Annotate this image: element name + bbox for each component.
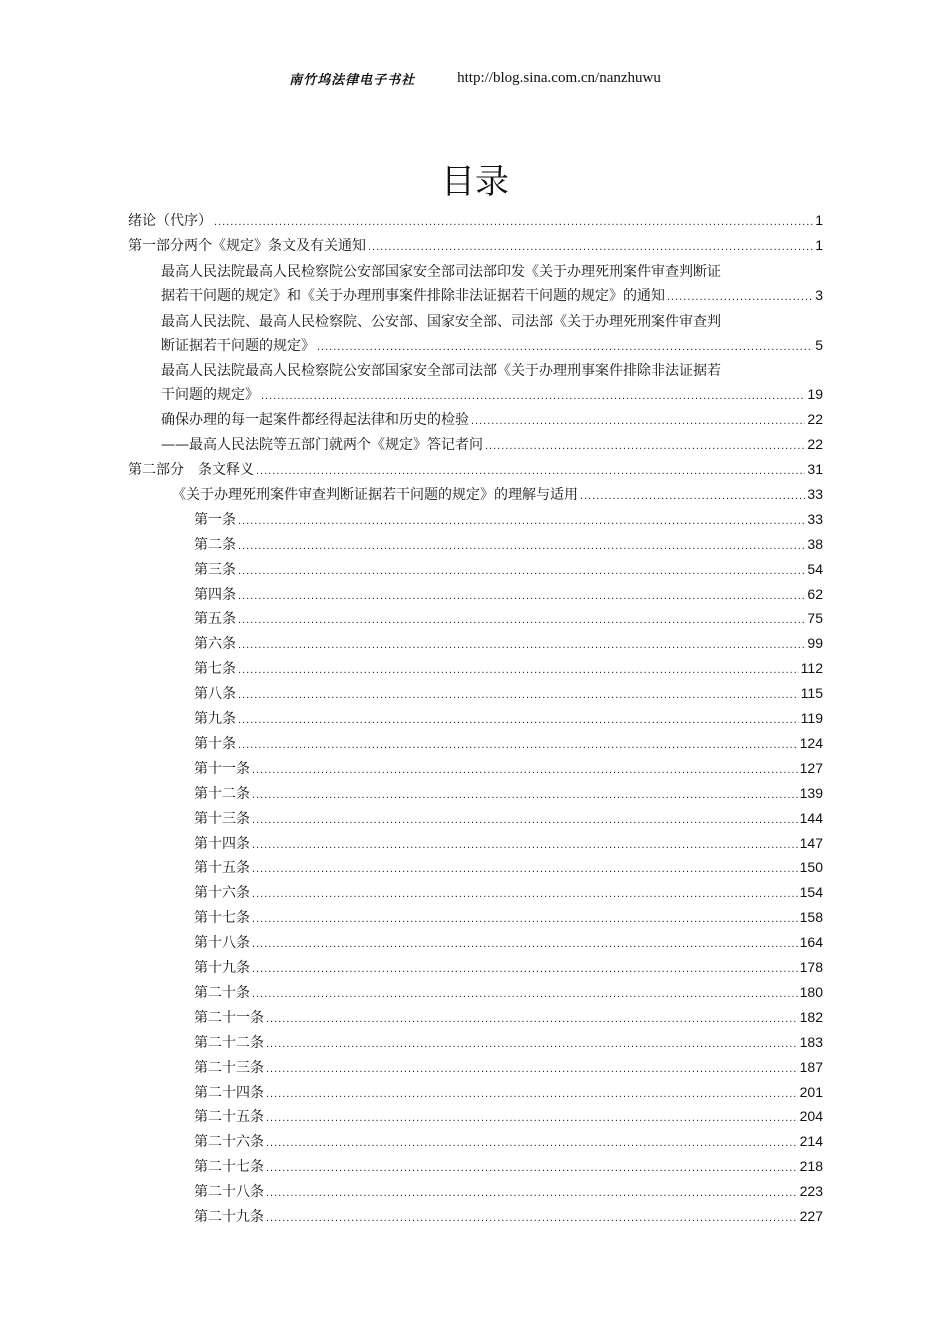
toc-page-number: 187	[799, 1058, 823, 1075]
toc-page-number: 204	[799, 1108, 823, 1125]
toc-entry[interactable]	[194, 857, 823, 882]
toc-entry-title: 第三条	[194, 561, 236, 578]
dot-leader	[238, 515, 805, 527]
toc-page-number: 5	[815, 336, 823, 353]
toc-entry[interactable]	[194, 733, 823, 758]
dot-leader	[238, 614, 805, 626]
toc-entry-line[interactable]: 最高人民法院最高人民检察院公安部国家安全部司法部《关于办理刑事案件排除非法证据若	[161, 363, 721, 380]
toc-entry-title: 第八条	[194, 686, 236, 703]
dot-leader	[485, 440, 805, 452]
toc-entry[interactable]	[194, 833, 823, 858]
toc-entry[interactable]	[161, 285, 823, 310]
toc-entry-title: 第二部分 条文释义	[128, 462, 254, 478]
toc-page-number: 99	[807, 635, 823, 652]
toc-entry-title: 第二十七条	[194, 1159, 264, 1176]
toc-page-number: 112	[800, 660, 823, 677]
toc-entry-title: 第十七条	[194, 910, 250, 927]
toc-entry-title: 第二十四条	[194, 1084, 264, 1101]
dot-leader	[238, 639, 805, 651]
toc-entry-title: 第二十九条	[194, 1209, 264, 1225]
toc-page-number: 75	[807, 610, 823, 627]
toc-entry-title: 第十二条	[194, 785, 250, 802]
toc-entry[interactable]	[194, 1057, 823, 1082]
dot-leader	[252, 988, 798, 1000]
dot-leader	[252, 789, 798, 801]
dot-leader	[261, 390, 805, 402]
toc-page-number: 38	[807, 535, 823, 552]
toc-entry-title: 第一条	[194, 511, 236, 528]
toc-entry-title: 据若干问题的规定》和《关于办理刑事案件排除非法证据若干问题的规定》的通知	[161, 287, 665, 304]
toc-page-number: 115	[800, 685, 823, 702]
dot-leader	[238, 540, 805, 552]
toc-page-number: 147	[799, 834, 823, 851]
toc-entry[interactable]	[161, 335, 823, 360]
page-title: 目录	[441, 162, 509, 202]
toc-entry-title: 第十条	[194, 735, 236, 752]
toc-entry[interactable]	[172, 484, 823, 509]
toc-entry-title: 第十九条	[194, 960, 250, 976]
toc-page-number: 19	[807, 386, 823, 403]
dot-leader	[266, 1038, 798, 1050]
toc-entry-title: 第九条	[194, 711, 236, 727]
toc-page-number: 1	[815, 212, 823, 228]
toc-page-number: 31	[807, 461, 823, 477]
dot-leader	[252, 839, 798, 851]
toc-page-number: 1	[815, 236, 823, 253]
toc-page-number: 3	[815, 286, 823, 303]
toc-entry-title: 第二十六条	[194, 1134, 264, 1151]
toc-page-number: 178	[799, 959, 823, 975]
publisher-name: 南竹坞法律电子书社	[289, 72, 416, 88]
dot-leader	[368, 241, 813, 253]
dot-leader	[266, 1063, 798, 1075]
toc-entry[interactable]	[194, 1106, 823, 1131]
toc-entry[interactable]	[194, 633, 823, 658]
toc-entry-title: 第一部分两个《规定》条文及有关通知	[128, 237, 366, 254]
dot-leader	[252, 863, 798, 875]
toc-entry[interactable]	[194, 608, 823, 633]
toc-entry-line[interactable]: 最高人民法院、最高人民检察院、公安部、国家安全部、司法部《关于办理死刑案件审查判	[161, 313, 721, 330]
toc-entry[interactable]	[194, 957, 823, 982]
toc-entry-title: 断证据若干问题的规定》	[161, 337, 315, 354]
toc-entry-title: 第十六条	[194, 885, 250, 902]
dot-leader	[238, 590, 805, 602]
dot-leader	[252, 814, 798, 826]
toc-entry[interactable]	[194, 559, 823, 584]
toc-entry-title: 第二十三条	[194, 1059, 264, 1076]
toc-entry-title: 第十八条	[194, 935, 250, 952]
toc-entry-title: 第十四条	[194, 835, 250, 852]
blog-url[interactable]: http://blog.sina.com.cn/nanzhuwu	[457, 69, 661, 86]
page-header	[0, 66, 950, 90]
toc-entry[interactable]	[128, 459, 823, 484]
toc-page-number: 139	[799, 784, 823, 801]
toc-page-number: 54	[807, 560, 823, 577]
toc-page-number: 124	[799, 734, 823, 751]
toc-entry-title: 第四条	[194, 586, 236, 603]
dot-leader	[667, 291, 813, 303]
toc-page-number: 154	[799, 884, 823, 901]
toc-page-number: 183	[799, 1033, 823, 1050]
toc-entry-title: 第二十二条	[194, 1034, 264, 1051]
toc-entry[interactable]	[194, 1181, 823, 1206]
dot-leader	[238, 565, 805, 577]
toc-page-number: 62	[807, 585, 823, 602]
dot-leader	[238, 714, 799, 726]
toc-entry[interactable]	[194, 584, 823, 609]
dot-leader	[580, 490, 805, 502]
dot-leader	[266, 1137, 798, 1149]
dot-leader	[266, 1212, 798, 1224]
toc-page-number: 33	[807, 510, 823, 527]
toc-entry-title: 第二十一条	[194, 1009, 264, 1026]
toc-entry-title: 第五条	[194, 611, 236, 628]
dot-leader	[238, 689, 799, 701]
toc-page-number: 22	[807, 436, 823, 453]
toc-entry[interactable]	[194, 982, 823, 1007]
toc-page-number: 180	[799, 983, 823, 1000]
toc-page-number: 223	[799, 1183, 823, 1200]
toc-page-number: 144	[799, 809, 823, 826]
dot-leader	[256, 465, 805, 477]
toc-entry[interactable]	[161, 384, 823, 409]
dot-leader	[252, 938, 798, 950]
dot-leader	[252, 764, 798, 776]
toc-page-number: 119	[800, 710, 823, 726]
dot-leader	[471, 415, 805, 427]
toc-entry[interactable]	[194, 882, 823, 907]
dot-leader	[252, 888, 798, 900]
toc-page-number: 201	[799, 1083, 823, 1100]
toc-entry[interactable]	[194, 808, 823, 833]
dot-leader	[266, 1088, 798, 1100]
toc-page-number: 150	[799, 859, 823, 876]
toc-page-number: 164	[799, 934, 823, 951]
toc-entry-title: ——最高人民法院等五部门就两个《规定》答记者问	[161, 437, 483, 454]
toc-entry-line[interactable]: 最高人民法院最高人民检察院公安部国家安全部司法部印发《关于办理死刑案件审查判断证	[161, 263, 721, 280]
toc-entry[interactable]	[128, 210, 823, 235]
toc-entry-title: 第二十八条	[194, 1184, 264, 1201]
toc-entry-title: 第二十五条	[194, 1109, 264, 1126]
toc-entry[interactable]	[161, 434, 823, 459]
toc-entry-title: 确保办理的每一起案件都经得起法律和历史的检验	[161, 412, 469, 429]
dot-leader	[317, 341, 813, 353]
toc-entry-title: 第十一条	[194, 760, 250, 777]
toc-entry[interactable]	[194, 509, 823, 534]
toc-entry[interactable]	[128, 235, 823, 260]
toc-page-number: 214	[799, 1133, 823, 1150]
toc-entry[interactable]	[194, 1007, 823, 1032]
toc-page-number: 218	[799, 1158, 823, 1175]
toc-entry[interactable]	[194, 1082, 823, 1107]
toc-entry[interactable]	[194, 1156, 823, 1181]
dot-leader	[252, 913, 798, 925]
toc-entry-title: 《关于办理死刑案件审查判断证据若干问题的规定》的理解与适用	[172, 486, 578, 503]
toc-entry[interactable]	[194, 1032, 823, 1057]
toc-entry[interactable]	[194, 783, 823, 808]
toc-entry-title: 干问题的规定》	[161, 387, 259, 404]
toc-page-number: 22	[807, 411, 823, 428]
toc-entry-title: 第十五条	[194, 860, 250, 877]
dot-leader	[238, 664, 799, 676]
toc-entry[interactable]	[194, 907, 823, 932]
dot-leader	[266, 1162, 798, 1174]
toc-entry-title: 第十三条	[194, 810, 250, 827]
toc-entry[interactable]	[194, 708, 823, 733]
dot-leader	[214, 216, 813, 228]
toc-entry[interactable]	[194, 534, 823, 559]
toc-page-number: 33	[807, 485, 823, 502]
toc-entry-title: 第六条	[194, 636, 236, 653]
dot-leader	[266, 1187, 798, 1199]
toc-entry-title: 绪论（代序）	[128, 213, 212, 229]
dot-leader	[252, 963, 798, 975]
toc-page-number: 127	[799, 759, 823, 776]
toc-page-number: 182	[799, 1008, 823, 1025]
dot-leader	[266, 1112, 798, 1124]
toc-entry[interactable]	[194, 932, 823, 957]
toc-entry[interactable]	[194, 758, 823, 783]
toc-entry[interactable]	[161, 409, 823, 434]
toc-entry-title: 第七条	[194, 661, 236, 678]
dot-leader	[238, 739, 798, 751]
toc-entry[interactable]	[194, 658, 823, 683]
dot-leader	[266, 1013, 798, 1025]
toc-entry[interactable]	[194, 1131, 823, 1156]
toc-page-number: 158	[799, 909, 823, 926]
toc-entry-title: 第二十条	[194, 984, 250, 1001]
toc-entry[interactable]	[194, 1206, 823, 1231]
toc-page-number: 227	[799, 1208, 823, 1224]
toc-entry-title: 第二条	[194, 536, 236, 553]
toc-entry[interactable]	[194, 683, 823, 708]
